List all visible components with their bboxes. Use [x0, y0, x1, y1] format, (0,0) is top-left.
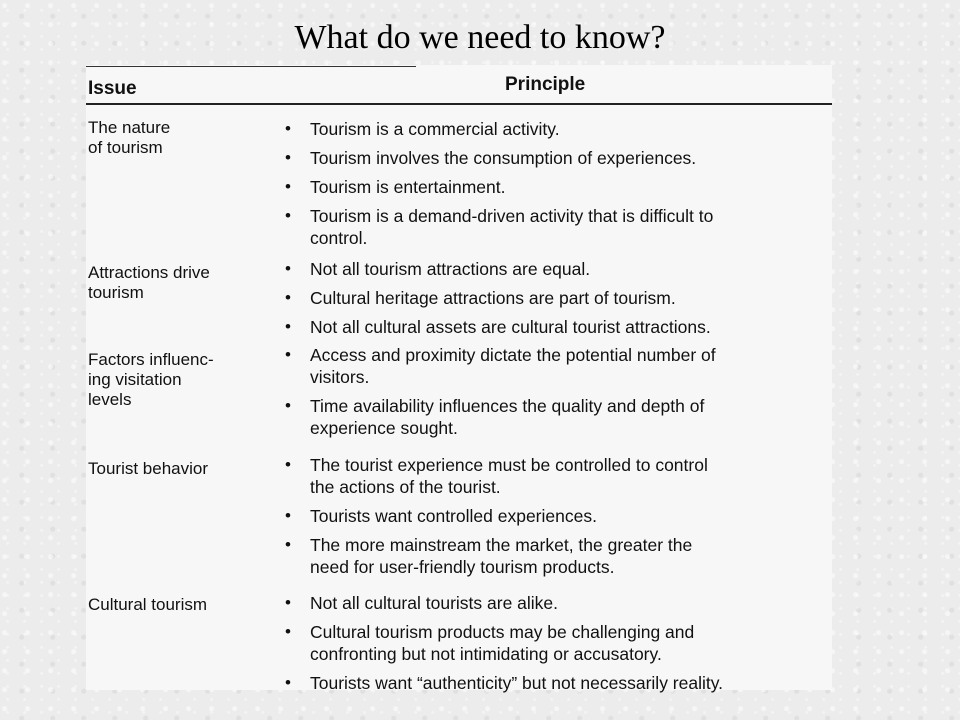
bullet-icon: •	[285, 119, 291, 138]
principle-item	[282, 118, 832, 140]
bullet-icon: •	[285, 288, 291, 307]
bullet-icon: •	[285, 177, 291, 196]
principle-text: Not all cultural tourists are alike.	[310, 593, 559, 613]
principle-text: Tourists want “authenticity” but not necessarily reality.	[310, 673, 724, 693]
principle-item	[282, 592, 832, 614]
issue-cell: Factors influenc- ing visitation levels	[88, 350, 214, 409]
principle-item	[282, 534, 832, 578]
bullet-icon: •	[285, 317, 291, 336]
principle-list	[282, 592, 832, 701]
principle-item	[282, 316, 832, 338]
issue-cell: The nature of tourism	[88, 118, 171, 157]
bullet-icon: •	[285, 259, 291, 278]
header-rule	[86, 103, 832, 105]
principle-item	[282, 672, 832, 694]
column-header-issue: Issue	[88, 78, 137, 99]
principle-text: Access and proximity dictate the potential number of visitors.	[310, 345, 716, 387]
issue-cell: Cultural tourism	[88, 595, 208, 614]
bullet-icon: •	[285, 396, 291, 415]
principle-item	[282, 505, 832, 527]
principle-list	[282, 118, 832, 256]
principle-item	[282, 205, 832, 249]
bullet-icon: •	[285, 345, 291, 364]
principle-text: The tourist experience must be controlled to control the actions of the tourist.	[310, 455, 708, 497]
column-header-principle: Principle	[505, 74, 586, 95]
principle-item	[282, 176, 832, 198]
bullet-icon: •	[285, 455, 291, 474]
principle-text: Cultural heritage attractions are part of tourism.	[310, 288, 676, 308]
bullet-icon: •	[285, 673, 291, 692]
principle-text: Not all cultural assets are cultural tourist attractions.	[310, 317, 711, 337]
principle-text: The more mainstream the market, the greater the need for user-friendly tourism products.	[310, 535, 693, 577]
bullet-icon: •	[285, 535, 291, 554]
principle-text: Time availability influences the quality and depth of experience sought.	[310, 396, 705, 438]
principle-text: Tourism is a demand-driven activity that is difficult to control.	[310, 206, 714, 248]
principle-item	[282, 287, 832, 309]
principle-item	[282, 344, 832, 388]
principle-list	[282, 454, 832, 585]
principle-text: Tourism is entertainment.	[310, 177, 506, 197]
bullet-icon: •	[285, 148, 291, 167]
principle-item	[282, 147, 832, 169]
principle-text: Tourism involves the consumption of experiences.	[310, 148, 697, 168]
principle-text: Not all tourism attractions are equal.	[310, 259, 591, 279]
principle-text: Cultural tourism products may be challenging and confronting but not intimidating or accusatory.	[310, 622, 695, 664]
bullet-icon: •	[285, 622, 291, 641]
principle-list	[282, 258, 832, 345]
bullet-icon: •	[285, 593, 291, 612]
principle-item	[282, 454, 832, 498]
header-top-rule	[86, 66, 416, 67]
principle-list	[282, 344, 832, 446]
slide-title: What do we need to know?	[294, 19, 666, 56]
principle-item	[282, 621, 832, 665]
bullet-icon: •	[285, 506, 291, 525]
issue-cell: Attractions drive tourism	[88, 263, 210, 302]
principle-text: Tourism is a commercial activity.	[310, 119, 560, 139]
principle-item	[282, 395, 832, 439]
bullet-icon: •	[285, 206, 291, 225]
issue-cell: Tourist behavior	[88, 459, 209, 478]
principle-text: Tourists want controlled experiences.	[310, 506, 597, 526]
principle-item	[282, 258, 832, 280]
